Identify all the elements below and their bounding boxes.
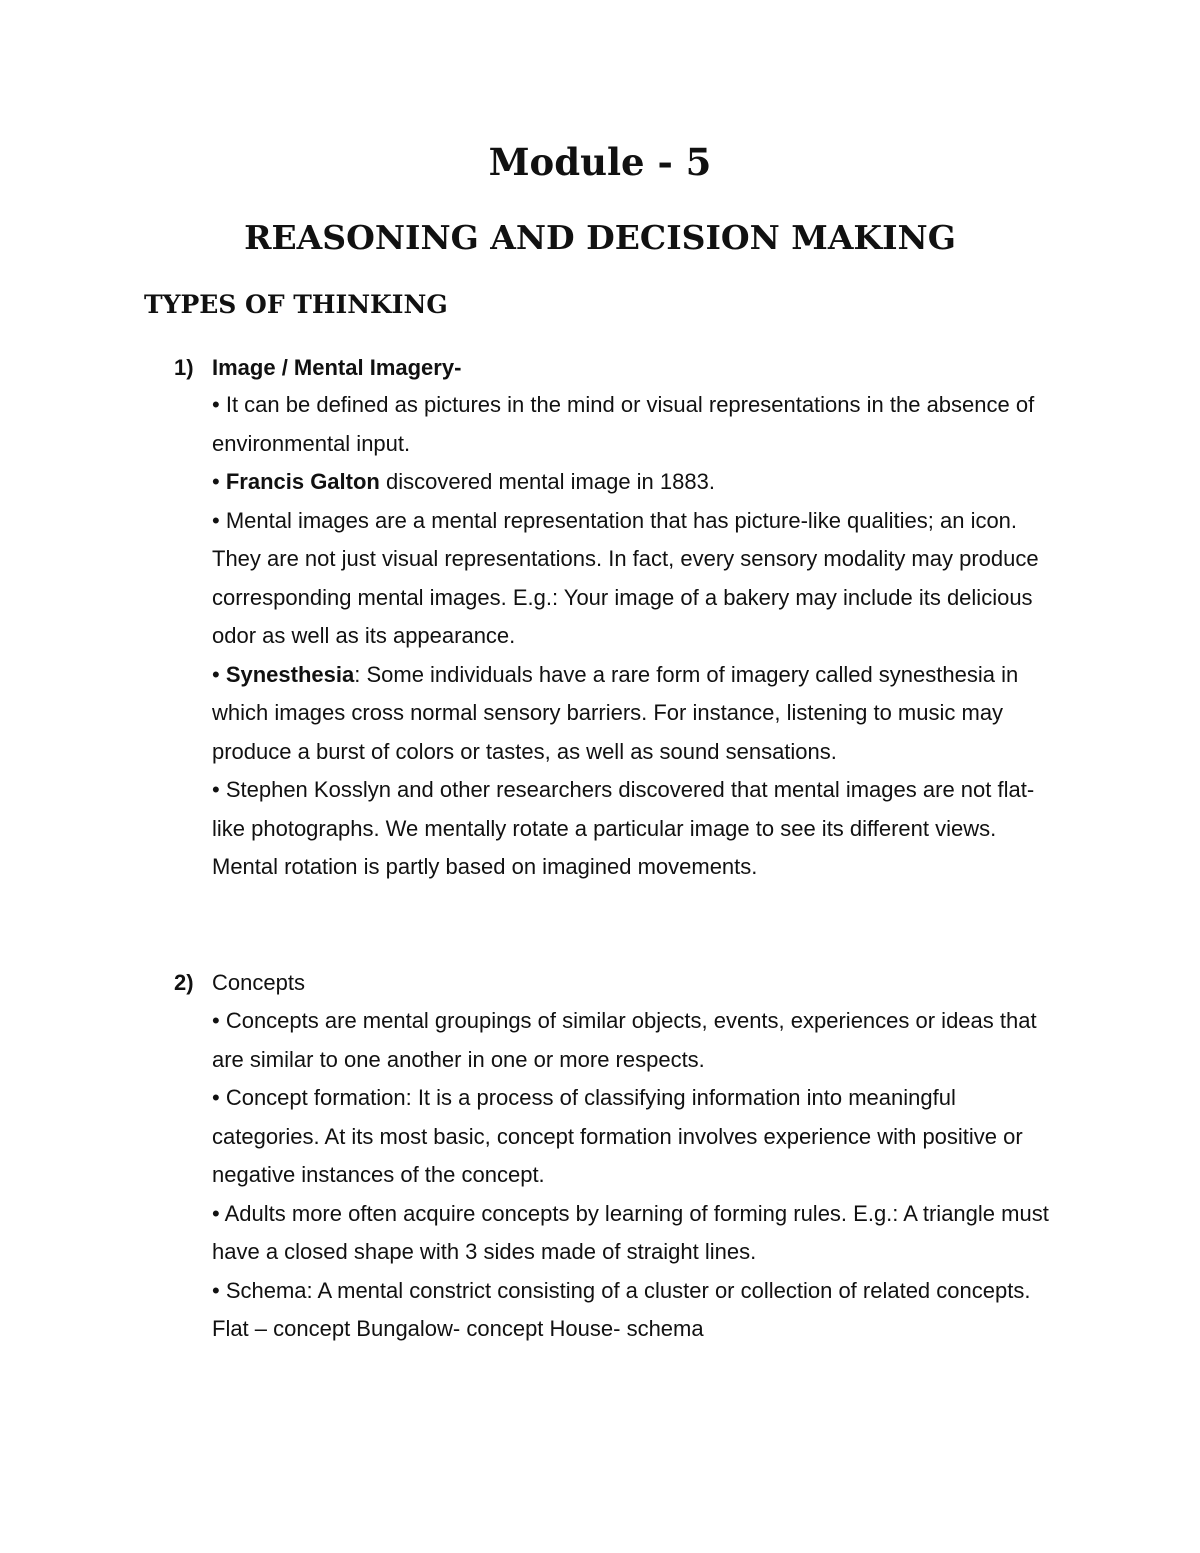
item-2-points [212,1002,1062,1349]
module-title: Module - 5 [488,140,712,184]
bullet-marker: • [212,1008,226,1033]
bullet-point [212,771,1062,887]
bullet-text: Adults more often acquire concepts by learning of forming rules. E.g.: A triangle must have a closed shape with 3 sides made of straight lines. [212,1200,1049,1264]
main-title: REASONING AND DECISION MAKING [244,218,956,257]
bullet-lead: Synesthesia [225,661,355,687]
bullet-point [212,1272,1062,1349]
bullet-point [212,656,1062,772]
bullet-text: Mental images are a mental representation that has picture-like qualities; an icon. They are not just visual representations. In fact, every sensory modality may produce corresponding mental images. E.g.: Your image of a bakery may include its delicious odor as well as its appearance. [212,507,1039,648]
bullet-text: discovered mental image in 1883. [379,469,715,494]
bullet-text: Concept formation: It is a process of classifying information into meaningful categories. At its most basic, concept formation involves experience with positive or negative instances of the concept. [212,1085,1023,1187]
bullet-text: Concepts are mental groupings of similar objects, events, experiences or ideas that are similar to one another in one or more respects. [212,1008,1037,1072]
item-heading-label: Image / Mental Imagery- [212,355,462,380]
bullet-marker: • [212,661,226,687]
bullet-text: Stephen Kosslyn and other researchers discovered that mental images are not flat-like photographs. We mentally rotate a particular image to see its different views. Mental rotation is partly based on imagined movements. [212,777,1035,879]
bullet-text: It can be defined as pictures in the mind or visual representations in the absence of environmental input. [212,392,1035,456]
item-1-points [212,386,1062,887]
item-heading-concepts [174,969,305,997]
bullet-point [212,1195,1062,1272]
bullet-lead: Francis Galton [225,469,380,494]
bullet-marker: • [212,1277,226,1303]
bullet-point [212,1002,1062,1079]
bullet-marker: • [212,392,226,417]
section-title: TYPES OF THINKING [144,290,448,319]
bullet-marker: • [212,1200,225,1226]
item-heading-mental-imagery [174,354,461,382]
bullet-marker: • [212,507,226,533]
bullet-marker: • [212,1085,226,1110]
item-heading-label: Concepts [212,970,305,995]
bullet-point [212,1079,1062,1195]
bullet-point [212,386,1062,463]
bullet-text: Schema: A mental constrict consisting of a cluster or collection of related concepts. Flat – concept Bungalow- concept House- schema [212,1277,1031,1341]
bullet-point [212,502,1062,656]
item-number: 1) [174,355,194,380]
bullet-point [212,463,1062,502]
bullet-text: : Some individuals have a rare form of imagery called synesthesia in which images cross normal sensory barriers. For instance, listening to music may produce a burst of colors or tastes, as well as sound sensations. [212,661,1019,764]
item-number: 2) [174,970,194,995]
bullet-marker: • [212,777,226,802]
bullet-marker: • [212,469,226,494]
